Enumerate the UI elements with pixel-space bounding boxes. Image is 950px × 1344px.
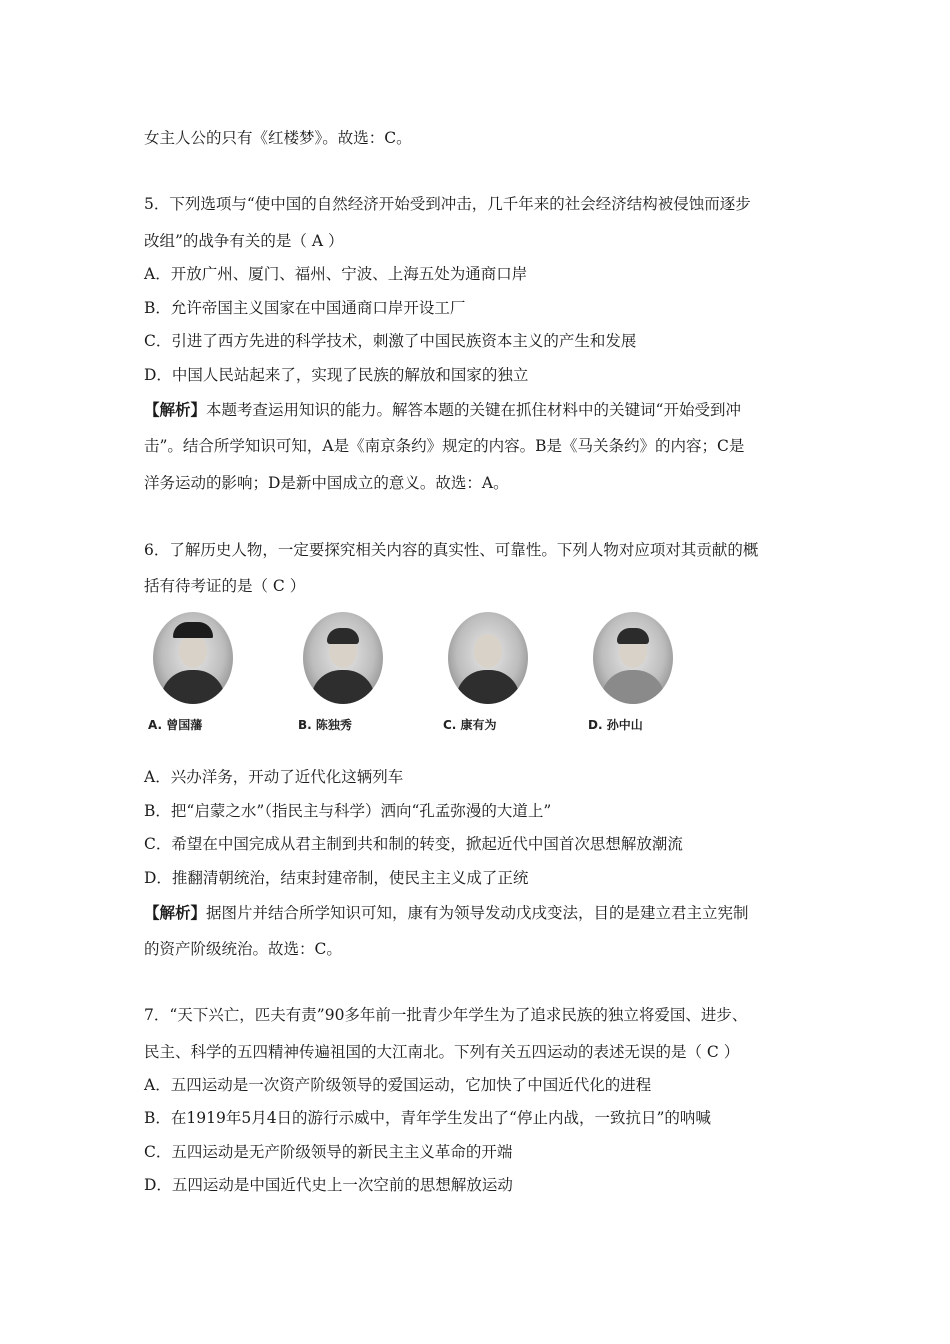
portrait-chen-duxiu (298, 612, 388, 733)
question-7-stem-cont: 民主、科学的五四精神传遍祖国的大江南北。下列有关五四运动的表述无误的是（ C ） (144, 1043, 740, 1061)
portrait-zeng-guofan (148, 612, 238, 733)
question-6-stem-cont: 括有待考证的是（ C ） (144, 577, 306, 595)
question-6-option-a: A．兴办洋务，开动了近代化这辆列车 (144, 768, 404, 786)
analysis-label: 【解析】 (144, 903, 207, 922)
question-7-option-a: A．五四运动是一次资产阶级领导的爱国运动，它加快了中国近代化的进程 (144, 1076, 652, 1094)
question-7-option-b: B．在1919年5月4日的游行示威中，青年学生发出了“停止内战，一致抗日”的呐喊 (144, 1109, 711, 1127)
portrait-image (448, 612, 528, 704)
question-6-analysis-cont: 的资产阶级统治。故选：C。 (144, 940, 342, 958)
question-5-analysis-cont: 击”。结合所学知识可知，A是《南京条约》规定的内容。B是《马关条约》的内容；C是 (144, 437, 745, 455)
question-7-option-d: D．五四运动是中国近代史上一次空前的思想解放运动 (144, 1176, 513, 1194)
question-7-option-c: C．五四运动是无产阶级领导的新民主主义革命的开端 (144, 1143, 513, 1161)
question-6-option-c: C．希望在中国完成从君主制到共和制的转变，掀起近代中国首次思想解放潮流 (144, 835, 683, 853)
portrait-caption: D. 孙中山 (588, 718, 643, 732)
portrait-caption: B. 陈独秀 (298, 718, 352, 732)
question-5-option-b: B．允许帝国主义国家在中国通商口岸开设工厂 (144, 299, 466, 317)
portrait-figure (148, 612, 688, 740)
portrait-image (153, 612, 233, 704)
text-line: 女主人公的只有《红楼梦》。故选：C。 (144, 129, 412, 147)
question-5-stem: 5．下列选项与“使中国的自然经济开始受到冲击，几千年来的社会经济结构被侵蚀而逐步 (144, 195, 751, 213)
portrait-image (303, 612, 383, 704)
portrait-caption: A. 曾国藩 (148, 718, 203, 732)
question-5-option-d: D．中国人民站起来了，实现了民族的解放和国家的独立 (144, 366, 529, 384)
question-6-option-d: D．推翻清朝统治，结束封建帝制，使民主主义成了正统 (144, 869, 529, 887)
question-6-analysis (144, 903, 749, 923)
question-5-stem-cont: 改组”的战争有关的是（ A ） (144, 232, 344, 250)
portrait-sun-yatsen (588, 612, 678, 733)
portrait-image (593, 612, 673, 704)
analysis-label: 【解析】 (144, 400, 207, 419)
portrait-caption: C. 康有为 (443, 718, 497, 732)
question-7-stem: 7．“天下兴亡，匹夫有责”90多年前一批青少年学生为了追求民族的独立将爱国、进步、 (144, 1006, 748, 1024)
question-5-analysis (144, 400, 741, 420)
question-6-option-b: B．把“启蒙之水”（指民主与科学）洒向“孔孟弥漫的大道上” (144, 802, 552, 820)
question-5-option-a: A．开放广州、厦门、福州、宁波、上海五处为通商口岸 (144, 265, 528, 283)
analysis-text: 据图片并结合所学知识可知，康有为领导发动戊戌变法，目的是建立君主立宪制 (206, 904, 749, 922)
question-5-analysis-cont: 洋务运动的影响；D是新中国成立的意义。故选：A。 (144, 474, 509, 492)
analysis-text: 本题考查运用知识的能力。解答本题的关键在抓住材料中的关键词“开始受到冲 (206, 401, 741, 419)
portrait-kang-youwei (443, 612, 533, 733)
question-6-stem: 6．了解历史人物，一定要探究相关内容的真实性、可靠性。下列人物对应项对其贡献的概 (144, 541, 759, 559)
question-5-option-c: C．引进了西方先进的科学技术，刺激了中国民族资本主义的产生和发展 (144, 332, 637, 350)
